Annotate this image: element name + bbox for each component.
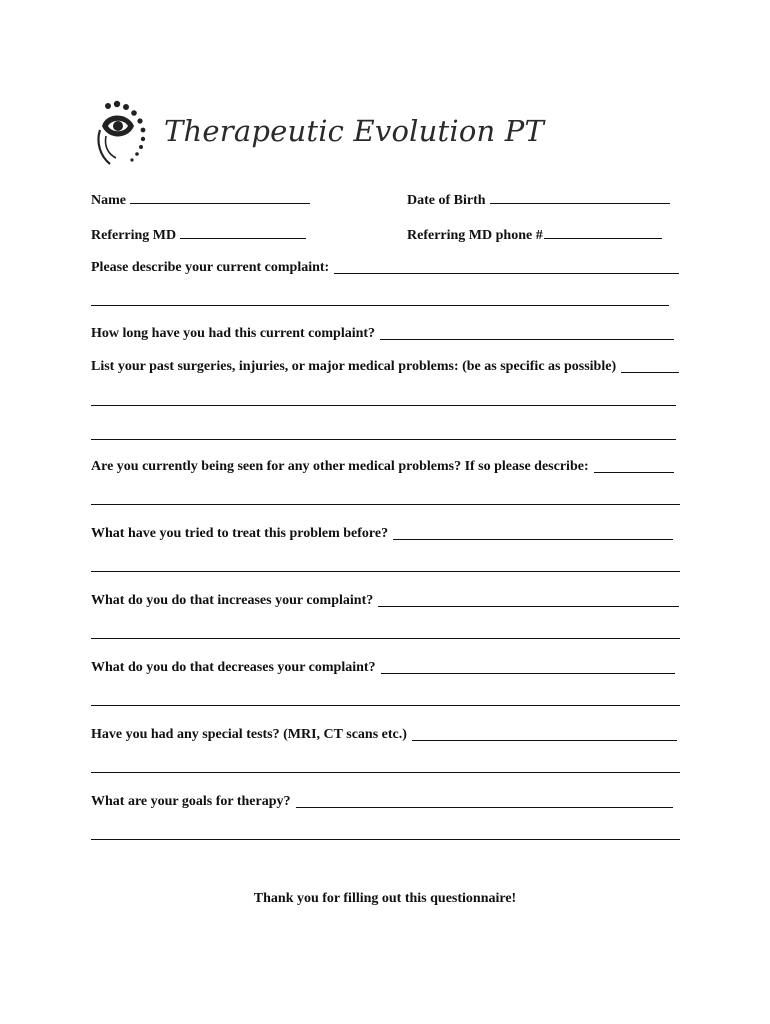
dob-blank[interactable] bbox=[490, 191, 670, 204]
decreases-line-2[interactable] bbox=[91, 705, 680, 706]
decreases-label: What do you do that decreases your complaint? bbox=[91, 660, 376, 675]
referring-md-field bbox=[91, 226, 306, 245]
past-surgeries-line-2[interactable] bbox=[91, 405, 676, 406]
other-medical-blank[interactable] bbox=[594, 460, 674, 473]
referring-md-blank[interactable] bbox=[180, 226, 306, 239]
past-surgeries-label: List your past surgeries, injuries, or major medical problems: (be as specific as possible) bbox=[91, 359, 617, 374]
increases-question bbox=[91, 592, 679, 610]
current-complaint-line-2[interactable] bbox=[91, 305, 669, 306]
goals-label: What are your goals for therapy? bbox=[91, 794, 291, 809]
decreases-question bbox=[91, 659, 675, 677]
past-surgeries-line-3[interactable] bbox=[91, 439, 676, 440]
name-field bbox=[91, 191, 310, 210]
decreases-blank[interactable] bbox=[381, 661, 675, 674]
tried-before-line-2[interactable] bbox=[91, 571, 680, 572]
goals-question bbox=[91, 793, 673, 811]
dob-label: Date of Birth bbox=[407, 193, 486, 208]
referring-md-phone-label: Referring MD phone # bbox=[407, 228, 543, 243]
current-complaint-question bbox=[91, 259, 679, 277]
other-medical-line-2[interactable] bbox=[91, 504, 680, 505]
referring-md-phone-blank[interactable] bbox=[544, 226, 662, 239]
current-complaint-blank[interactable] bbox=[334, 261, 679, 274]
increases-line-2[interactable] bbox=[91, 638, 680, 639]
special-tests-line-2[interactable] bbox=[91, 772, 680, 773]
goals-blank[interactable] bbox=[296, 795, 674, 808]
other-medical-question bbox=[91, 458, 674, 476]
goals-line-2[interactable] bbox=[91, 839, 680, 840]
tried-before-label: What have you tried to treat this problem before? bbox=[91, 526, 389, 541]
special-tests-question bbox=[91, 726, 677, 744]
how-long-label: How long have you had this current complaint? bbox=[91, 326, 376, 341]
thank-you-text: Thank you for filling out this questionnaire! bbox=[253, 891, 517, 906]
tried-before-blank[interactable] bbox=[393, 527, 673, 540]
increases-label: What do you do that increases your complaint? bbox=[91, 593, 374, 608]
how-long-blank[interactable] bbox=[380, 327, 674, 340]
referring-md-label: Referring MD bbox=[91, 228, 177, 243]
dob-field bbox=[407, 191, 670, 210]
current-complaint-label: Please describe your current complaint: bbox=[91, 260, 330, 275]
how-long-question bbox=[91, 325, 674, 343]
special-tests-label: Have you had any special tests? (MRI, CT scans etc.) bbox=[91, 727, 407, 742]
eye-dots-logo-icon bbox=[94, 100, 158, 170]
increases-blank[interactable] bbox=[378, 594, 679, 607]
tried-before-question bbox=[91, 525, 673, 543]
past-surgeries-question bbox=[91, 358, 679, 376]
special-tests-blank[interactable] bbox=[412, 728, 677, 741]
name-label: Name bbox=[91, 193, 126, 208]
other-medical-label: Are you currently being seen for any other medical problems? If so please describe: bbox=[91, 459, 589, 474]
referring-md-phone-field bbox=[407, 226, 662, 245]
brand-name: Therapeutic Evolution PT bbox=[164, 114, 545, 148]
name-blank[interactable] bbox=[130, 191, 310, 204]
header-logo bbox=[94, 100, 545, 170]
past-surgeries-blank[interactable] bbox=[621, 360, 679, 373]
